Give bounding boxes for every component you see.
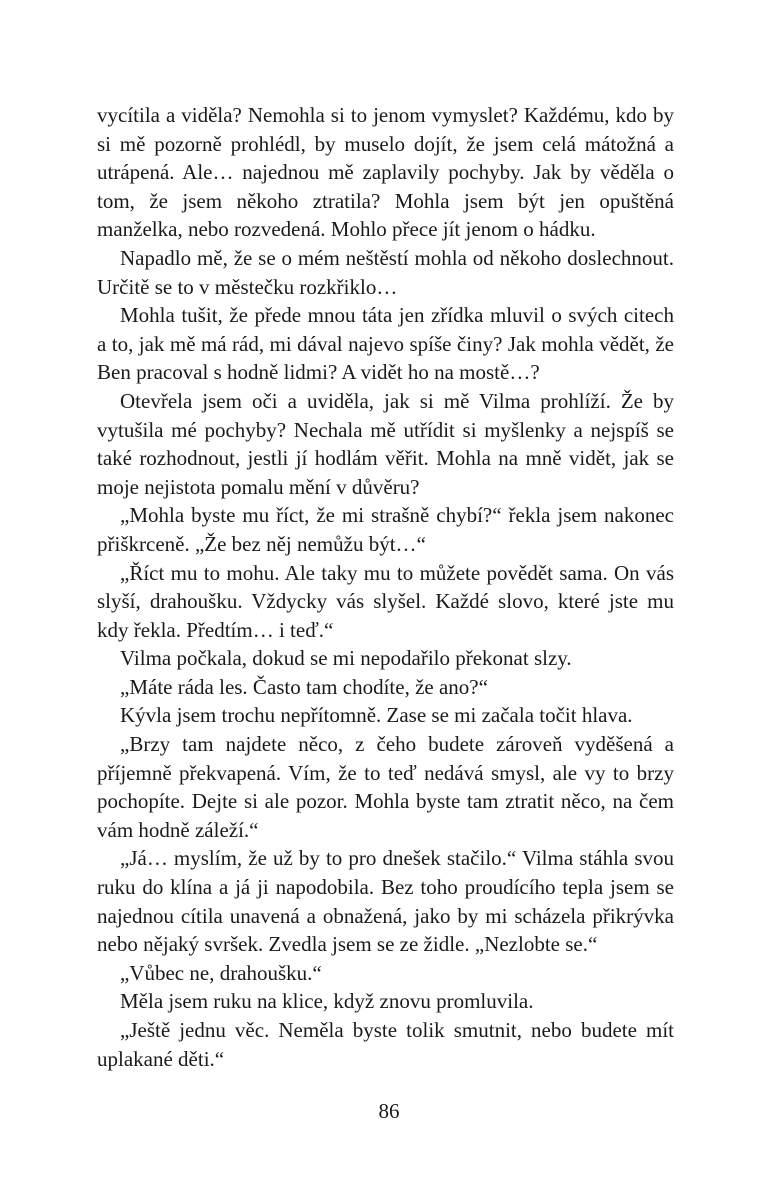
paragraph-13: Měla jsem ruku na klice, když znovu promluvila.	[120, 989, 534, 1014]
paragraph-1: vycítila a viděla? Nemohla si to jenom vymyslet? Každému, kdo by si mě pozorně prohlédl, by muselo dojít, že jsem celá mátožná a utrápená. Ale… najednou mě zaplavily pochyby. Jak by věděla o tom, že jsem někoho ztratila? Mohla jsem být jen opuštěná manželka, nebo rozvedená. Mohlo přece jít jenom o hádku.	[97, 103, 674, 242]
body-text	[97, 101, 674, 1073]
paragraph-8: „Máte ráda les. Často tam chodíte, že ano?“	[120, 674, 488, 699]
paragraph-7: Vilma počkala, dokud se mi nepodařilo překonat slzy.	[120, 646, 572, 671]
paragraph-12: „Vůbec ne, drahoušku.“	[120, 960, 322, 985]
paragraph-10: „Brzy tam najdete něco, z čeho budete zároveň vyděšená a příjemně překvapená. Vím, že to teď nedává smysl, ale vy to brzy pochopíte. Dejte si ale pozor. Mohla byste tam ztratit něco, na čem vám hodně záleží.“	[97, 732, 674, 842]
paragraph-4: Otevřela jsem oči a uviděla, jak si mě Vilma prohlíží. Že by vytušila mé pochyby? Nechala mě utřídit si myšlenky a nejspíš se také rozhodnout, jestli jí hodlám věřit. Mohla na mně vidět, jak se moje nejistota pomalu mění v důvěru?	[97, 388, 674, 499]
paragraph-14: „Ještě jednu věc. Neměla byste tolik smutnit, nebo budete mít uplakané děti.“	[97, 1018, 674, 1071]
paragraph-9: Kývla jsem trochu nepřítomně. Zase se mi začala točit hlava.	[120, 703, 633, 728]
paragraph-6: „Říct mu to mohu. Ale taky mu to můžete povědět sama. On vás slyší, drahoušku. Vždycky vás slyšel. Každé slovo, které jste mu kdy řekla. Předtím… i teď.“	[97, 560, 674, 642]
paragraph-11: „Já… myslím, že už by to pro dnešek stačilo.“ Vilma stáhla svou ruku do klína a já ji napodobila. Bez toho proudícího tepla jsem se najednou cítila unavená a obnažená, jako by mi scházela přikrývka nebo nějaký svršek. Zvedla jsem se ze židle. „Nezlobte se.“	[97, 846, 674, 957]
paragraph-2: Napadlo mě, že se o mém neštěstí mohla od někoho doslechnout. Určitě se to v městečku rozkřiklo…	[97, 245, 674, 299]
paragraph-5: „Mohla byste mu říct, že mi strašně chybí?“ řekla jsem nakonec přiškrceně. „Že bez něj nemůžu být…“	[97, 503, 674, 556]
page-number: 86	[378, 1099, 400, 1123]
paragraph-3: Mohla tušit, že přede mnou táta jen zřídka mluvil o svých citech a to, jak mě má rád, mi dával najevo spíše činy? Jak mohla vědět, že Ben pracoval s hodně lidmi? A vidět ho na mostě…?	[97, 303, 674, 385]
